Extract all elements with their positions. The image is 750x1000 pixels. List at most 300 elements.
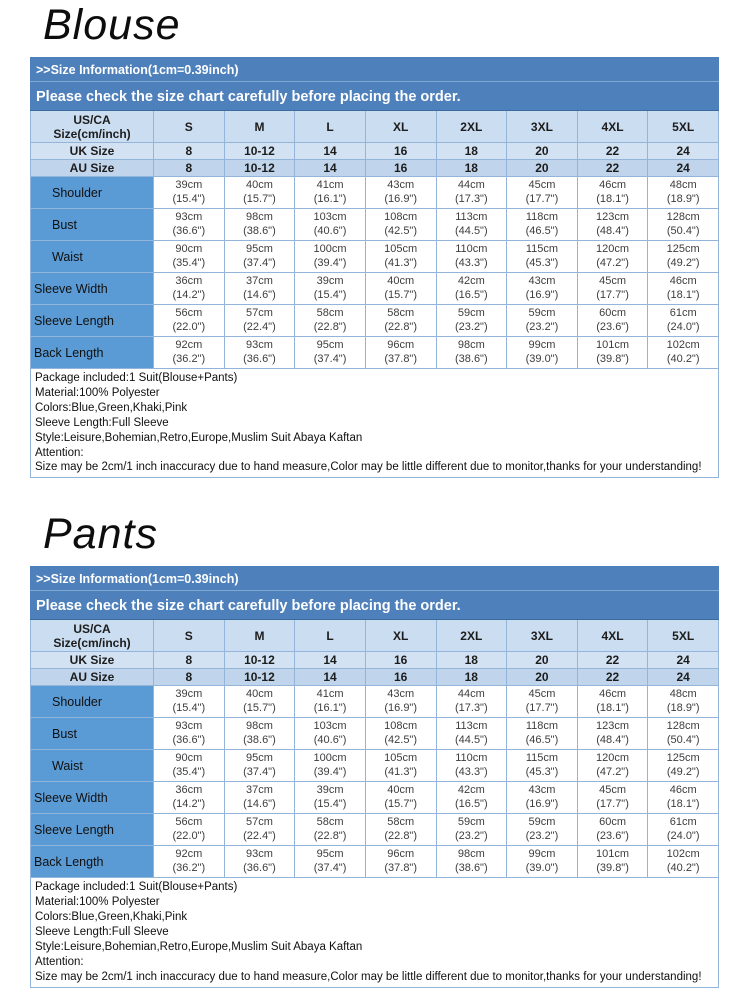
inch-value: (45.3") (525, 765, 559, 778)
inch-value: (16.9") (525, 797, 559, 810)
au-size-value: 10-12 (224, 669, 295, 686)
measurement-cell (436, 273, 507, 305)
inch-value: (48.4") (596, 224, 629, 237)
measurement-row-shoulder (31, 686, 719, 718)
measurement-cell (365, 686, 436, 718)
inch-value: (23.2") (525, 829, 559, 842)
measurement-cell (507, 305, 578, 337)
inch-value: (49.2") (666, 256, 700, 269)
corner-line2: Size(cm/inch) (53, 635, 131, 650)
notes-row (31, 369, 719, 478)
cm-value: 98cm (245, 720, 273, 733)
measurement-label: Shoulder (31, 177, 154, 209)
cm-value: 123cm (596, 720, 630, 733)
cm-value: 93cm (245, 848, 273, 861)
measurement-label: Bust (31, 209, 154, 241)
size-column-header: XL (365, 620, 436, 652)
measurement-label: Back Length (31, 337, 154, 369)
cm-value: 48cm (669, 179, 697, 191)
cm-value: 115cm (525, 752, 559, 765)
cm-value: 46cm (669, 784, 697, 797)
cm-value: 100cm (313, 243, 347, 255)
measurement-cell (577, 846, 648, 878)
cm-value: 40cm (245, 179, 273, 191)
au-size-value: 20 (507, 669, 578, 686)
inch-value: (16.5") (454, 288, 488, 301)
measurement-cell (365, 209, 436, 241)
measurement-cell (224, 782, 295, 814)
cm-value: 40cm (245, 688, 273, 701)
measurement-cell (224, 846, 295, 878)
inch-value: (39.8") (596, 352, 629, 365)
measurement-cell (436, 718, 507, 750)
measurement-cell (436, 305, 507, 337)
measurement-cell (365, 846, 436, 878)
measurement-cell (154, 814, 225, 846)
cm-value: 120cm (596, 243, 630, 255)
measurement-cell (295, 273, 366, 305)
inch-value: (35.4") (172, 765, 206, 778)
measurement-cell (577, 718, 648, 750)
inch-value: (39.0") (525, 352, 559, 365)
check-notice-banner: Please check the size chart carefully before placing the order. (31, 82, 719, 111)
cm-value: 45cm (528, 179, 556, 191)
measurement-label: Waist (31, 750, 154, 782)
cm-value: 125cm (666, 752, 700, 765)
section-pants (0, 511, 750, 987)
au-size-row (31, 669, 719, 686)
cm-value: 61cm (669, 307, 697, 319)
au-size-value: 10-12 (224, 160, 295, 177)
cm-value: 123cm (596, 211, 630, 223)
uk-size-value: 16 (365, 143, 436, 160)
measurement-cell (507, 846, 578, 878)
cm-value: 58cm (387, 816, 415, 829)
inch-value: (22.8") (313, 829, 347, 842)
measurement-cell (365, 241, 436, 273)
size-column-header: 2XL (436, 620, 507, 652)
measurement-row-shoulder (31, 177, 719, 209)
au-size-value: 24 (648, 160, 719, 177)
section-blouse (0, 2, 750, 478)
measurement-row-sleeve-width (31, 782, 719, 814)
size-column-header: S (154, 111, 225, 143)
inch-value: (16.9") (384, 701, 417, 714)
measurement-cell (224, 209, 295, 241)
cm-value: 90cm (175, 752, 203, 765)
inch-value: (35.4") (172, 256, 206, 269)
cm-value: 59cm (528, 816, 556, 829)
inch-value: (42.5") (384, 733, 417, 746)
measurement-row-back-length (31, 846, 719, 878)
cm-value: 36cm (175, 784, 203, 797)
cm-value: 128cm (666, 211, 700, 223)
cm-value: 41cm (316, 179, 344, 191)
measurement-cell (365, 337, 436, 369)
inch-value: (16.5") (454, 797, 488, 810)
inch-value: (23.2") (454, 829, 488, 842)
measurement-cell (224, 814, 295, 846)
measurement-cell (365, 750, 436, 782)
note-line: Material:100% Polyester (35, 896, 160, 909)
inch-value: (40.6") (313, 224, 347, 237)
measurement-cell (154, 718, 225, 750)
cm-value: 37cm (245, 784, 273, 797)
size-column-header: L (295, 620, 366, 652)
cm-value: 36cm (175, 275, 203, 287)
cm-value: 59cm (457, 307, 485, 319)
au-size-label: AU Size (31, 669, 154, 686)
cm-value: 39cm (175, 688, 203, 701)
measurement-cell (224, 273, 295, 305)
cm-value: 95cm (316, 339, 344, 351)
measurement-cell (295, 337, 366, 369)
uk-size-value: 18 (436, 143, 507, 160)
inch-value: (22.4") (243, 829, 276, 842)
cm-value: 102cm (666, 848, 700, 861)
size-column-header: 4XL (577, 111, 648, 143)
measurement-cell (648, 718, 719, 750)
measurement-cell (577, 750, 648, 782)
cm-value: 44cm (457, 179, 485, 191)
inch-value: (41.3") (384, 256, 417, 269)
cm-value: 39cm (175, 179, 203, 191)
size-column-header: 5XL (648, 111, 719, 143)
size-info-banner: >>Size Information(1cm=0.39inch) (31, 567, 719, 591)
cm-value: 128cm (666, 720, 700, 733)
measurement-cell (436, 782, 507, 814)
note-line: Colors:Blue,Green,Khaki,Pink (35, 911, 188, 924)
au-size-row (31, 160, 719, 177)
uk-size-row (31, 652, 719, 669)
au-size-value: 14 (295, 669, 366, 686)
note-line: Sleeve Length:Full Sleeve (35, 416, 169, 429)
measurement-cell (577, 782, 648, 814)
cm-value: 42cm (457, 784, 485, 797)
cm-value: 102cm (666, 339, 700, 351)
cm-value: 92cm (175, 848, 203, 861)
notes-row (31, 878, 719, 987)
measurement-cell (648, 750, 719, 782)
measurement-label: Sleeve Width (31, 273, 154, 305)
inch-value: (15.7") (243, 701, 276, 714)
inch-value: (22.4") (243, 320, 276, 333)
cm-value: 101cm (596, 339, 630, 351)
measurement-cell (507, 337, 578, 369)
cm-value: 39cm (316, 275, 344, 287)
cm-value: 110cm (455, 243, 488, 255)
measurement-cell (295, 814, 366, 846)
inch-value: (37.4") (243, 765, 276, 778)
size-info-banner-row (31, 58, 719, 82)
au-size-value: 22 (577, 160, 648, 177)
cm-value: 46cm (669, 275, 697, 287)
check-notice-banner: Please check the size chart carefully before placing the order. (31, 591, 719, 620)
inch-value: (18.1") (666, 797, 700, 810)
au-size-value: 18 (436, 160, 507, 177)
cm-value: 39cm (316, 784, 344, 797)
inch-value: (39.0") (525, 861, 559, 874)
au-size-value: 14 (295, 160, 366, 177)
inch-value: (15.4") (172, 192, 206, 205)
cm-value: 93cm (175, 211, 203, 223)
cm-value: 41cm (316, 688, 344, 701)
measurement-cell (295, 209, 366, 241)
cm-value: 58cm (387, 307, 415, 319)
cm-value: 60cm (599, 307, 627, 319)
inch-value: (40.6") (313, 733, 347, 746)
inch-value: (16.9") (525, 288, 559, 301)
measurement-cell (365, 814, 436, 846)
measurement-cell (436, 337, 507, 369)
measurement-cell (224, 686, 295, 718)
inch-value: (18.1") (596, 701, 629, 714)
measurement-cell (577, 177, 648, 209)
measurement-row-bust (31, 209, 719, 241)
uk-size-value: 14 (295, 652, 366, 669)
corner-line1: US/CA (73, 621, 111, 636)
cm-value: 58cm (316, 816, 344, 829)
measurement-cell (295, 782, 366, 814)
note-line: Size may be 2cm/1 inch inaccuracy due to hand measure,Color may be little different due to monitor,thanks for your understanding! (35, 461, 702, 474)
inch-value: (49.2") (666, 765, 700, 778)
cm-value: 56cm (175, 307, 203, 319)
note-line: Attention: (35, 446, 84, 459)
au-size-value: 24 (648, 669, 719, 686)
note-line: Material:100% Polyester (35, 386, 160, 399)
inch-value: (38.6") (243, 224, 276, 237)
inch-value: (39.4") (313, 765, 347, 778)
pants-size-table (30, 566, 719, 987)
uk-size-row (31, 143, 719, 160)
measurement-cell (436, 846, 507, 878)
measurement-cell (224, 337, 295, 369)
size-column-header: M (224, 620, 295, 652)
cm-value: 105cm (384, 243, 418, 255)
cm-value: 46cm (599, 179, 627, 191)
cm-value: 58cm (316, 307, 344, 319)
measurement-label: Shoulder (31, 686, 154, 718)
inch-value: (39.8") (596, 861, 629, 874)
measurement-cell (507, 241, 578, 273)
cm-value: 103cm (313, 720, 347, 733)
measurement-cell (648, 814, 719, 846)
inch-value: (22.8") (384, 829, 417, 842)
measurement-row-waist (31, 241, 719, 273)
measurement-label: Back Length (31, 846, 154, 878)
measurement-label: Sleeve Width (31, 782, 154, 814)
cm-value: 57cm (245, 307, 273, 319)
au-size-value: 16 (365, 669, 436, 686)
inch-value: (37.4") (243, 256, 276, 269)
cm-value: 125cm (666, 243, 700, 255)
inch-value: (47.2") (596, 256, 629, 269)
inch-value: (24.0") (666, 829, 700, 842)
cm-value: 92cm (175, 339, 203, 351)
inch-value: (38.6") (454, 352, 488, 365)
au-size-value: 20 (507, 160, 578, 177)
measurement-cell (436, 209, 507, 241)
measurement-cell (436, 814, 507, 846)
inch-value: (14.2") (172, 797, 206, 810)
inch-value: (15.7") (384, 797, 417, 810)
measurement-cell (295, 177, 366, 209)
measurement-cell (507, 273, 578, 305)
inch-value: (24.0") (666, 320, 700, 333)
cm-value: 90cm (175, 243, 203, 255)
blouse-size-table (30, 57, 719, 478)
inch-value: (44.5") (454, 224, 488, 237)
inch-value: (16.1") (313, 192, 347, 205)
measurement-cell (577, 273, 648, 305)
uk-size-label: UK Size (31, 143, 154, 160)
measurement-cell (577, 241, 648, 273)
note-line: Package included:1 Suit(Blouse+Pants) (35, 881, 238, 894)
uk-size-value: 24 (648, 652, 719, 669)
cm-value: 57cm (245, 816, 273, 829)
au-size-value: 8 (154, 160, 225, 177)
measurement-cell (507, 177, 578, 209)
measurement-cell (648, 782, 719, 814)
size-column-header: 5XL (648, 620, 719, 652)
inch-value: (15.7") (384, 288, 417, 301)
measurement-cell (154, 273, 225, 305)
size-info-banner: >>Size Information(1cm=0.39inch) (31, 58, 719, 82)
inch-value: (41.3") (384, 765, 417, 778)
note-line: Size may be 2cm/1 inch inaccuracy due to hand measure,Color may be little different due to monitor,thanks for your understanding! (35, 970, 702, 983)
measurement-cell (154, 209, 225, 241)
inch-value: (22.0") (172, 320, 206, 333)
cm-value: 45cm (599, 275, 627, 287)
uk-size-value: 18 (436, 652, 507, 669)
uk-size-value: 14 (295, 143, 366, 160)
cm-value: 118cm (525, 211, 559, 223)
inch-value: (38.6") (243, 733, 276, 746)
cm-value: 43cm (528, 784, 556, 797)
size-column-header: M (224, 111, 295, 143)
cm-value: 115cm (525, 243, 559, 255)
cm-value: 40cm (387, 784, 415, 797)
measurement-cell (507, 718, 578, 750)
inch-value: (15.7") (243, 192, 276, 205)
measurement-cell (295, 686, 366, 718)
inch-value: (46.5") (525, 733, 559, 746)
measurement-cell (507, 686, 578, 718)
inch-value: (15.4") (313, 797, 347, 810)
measurement-cell (648, 305, 719, 337)
measurement-cell (295, 750, 366, 782)
measurement-row-waist (31, 750, 719, 782)
size-column-header: S (154, 620, 225, 652)
cm-value: 96cm (387, 848, 415, 861)
inch-value: (17.7") (525, 701, 559, 714)
uk-size-value: 20 (507, 143, 578, 160)
inch-value: (40.2") (666, 861, 700, 874)
cm-value: 110cm (455, 752, 488, 765)
cm-value: 37cm (245, 275, 273, 287)
uk-size-value: 10-12 (224, 143, 295, 160)
au-size-value: 8 (154, 669, 225, 686)
size-column-header: L (295, 111, 366, 143)
measurement-row-sleeve-length (31, 305, 719, 337)
inch-value: (37.4") (313, 861, 347, 874)
inch-value: (37.8") (384, 861, 417, 874)
cm-value: 99cm (528, 848, 556, 861)
cm-value: 60cm (599, 816, 627, 829)
cm-value: 100cm (313, 752, 347, 765)
cm-value: 93cm (245, 339, 273, 351)
measurement-cell (436, 177, 507, 209)
measurement-cell (648, 337, 719, 369)
note-line: Style:Leisure,Bohemian,Retro,Europe,Muslim Suit Abaya Kaftan (35, 940, 363, 953)
inch-value: (44.5") (454, 733, 488, 746)
measurement-cell (577, 305, 648, 337)
cm-value: 95cm (316, 848, 344, 861)
measurement-cell (648, 686, 719, 718)
cm-value: 113cm (455, 720, 488, 733)
measurement-cell (507, 750, 578, 782)
inch-value: (17.7") (596, 288, 629, 301)
uk-size-value: 24 (648, 143, 719, 160)
cm-value: 43cm (528, 275, 556, 287)
inch-value: (18.9") (666, 701, 700, 714)
uk-size-value: 22 (577, 652, 648, 669)
cm-value: 105cm (384, 752, 418, 765)
measurement-cell (154, 846, 225, 878)
au-size-value: 16 (365, 160, 436, 177)
inch-value: (42.5") (384, 224, 417, 237)
measurement-cell (295, 305, 366, 337)
measurement-cell (436, 241, 507, 273)
measurement-cell (507, 782, 578, 814)
note-line: Colors:Blue,Green,Khaki,Pink (35, 401, 188, 414)
measurement-cell (507, 814, 578, 846)
measurement-cell (295, 718, 366, 750)
measurement-cell (154, 782, 225, 814)
size-column-header: 2XL (436, 111, 507, 143)
measurement-cell (507, 209, 578, 241)
cm-value: 56cm (175, 816, 203, 829)
cm-value: 98cm (457, 848, 485, 861)
inch-value: (17.7") (596, 797, 629, 810)
measurement-cell (365, 782, 436, 814)
inch-value: (40.2") (666, 352, 700, 365)
size-column-header: 3XL (507, 111, 578, 143)
measurement-row-sleeve-length (31, 814, 719, 846)
cm-value: 108cm (384, 211, 418, 223)
inch-value: (50.4") (666, 733, 700, 746)
measurement-cell (648, 273, 719, 305)
inch-value: (39.4") (313, 256, 347, 269)
inch-value: (18.1") (666, 288, 700, 301)
cm-value: 44cm (457, 688, 485, 701)
cm-value: 46cm (599, 688, 627, 701)
size-column-header: 3XL (507, 620, 578, 652)
cm-value: 42cm (457, 275, 485, 287)
measurement-cell (224, 305, 295, 337)
inch-value: (22.0") (172, 829, 206, 842)
inch-value: (17.3") (454, 192, 488, 205)
measurement-cell (154, 241, 225, 273)
measurement-cell (154, 337, 225, 369)
measurement-cell (577, 209, 648, 241)
inch-value: (14.6") (243, 797, 276, 810)
measurement-cell (224, 750, 295, 782)
cm-value: 98cm (245, 211, 273, 223)
size-header-row (31, 111, 719, 143)
measurement-cell (436, 750, 507, 782)
measurement-cell (648, 209, 719, 241)
